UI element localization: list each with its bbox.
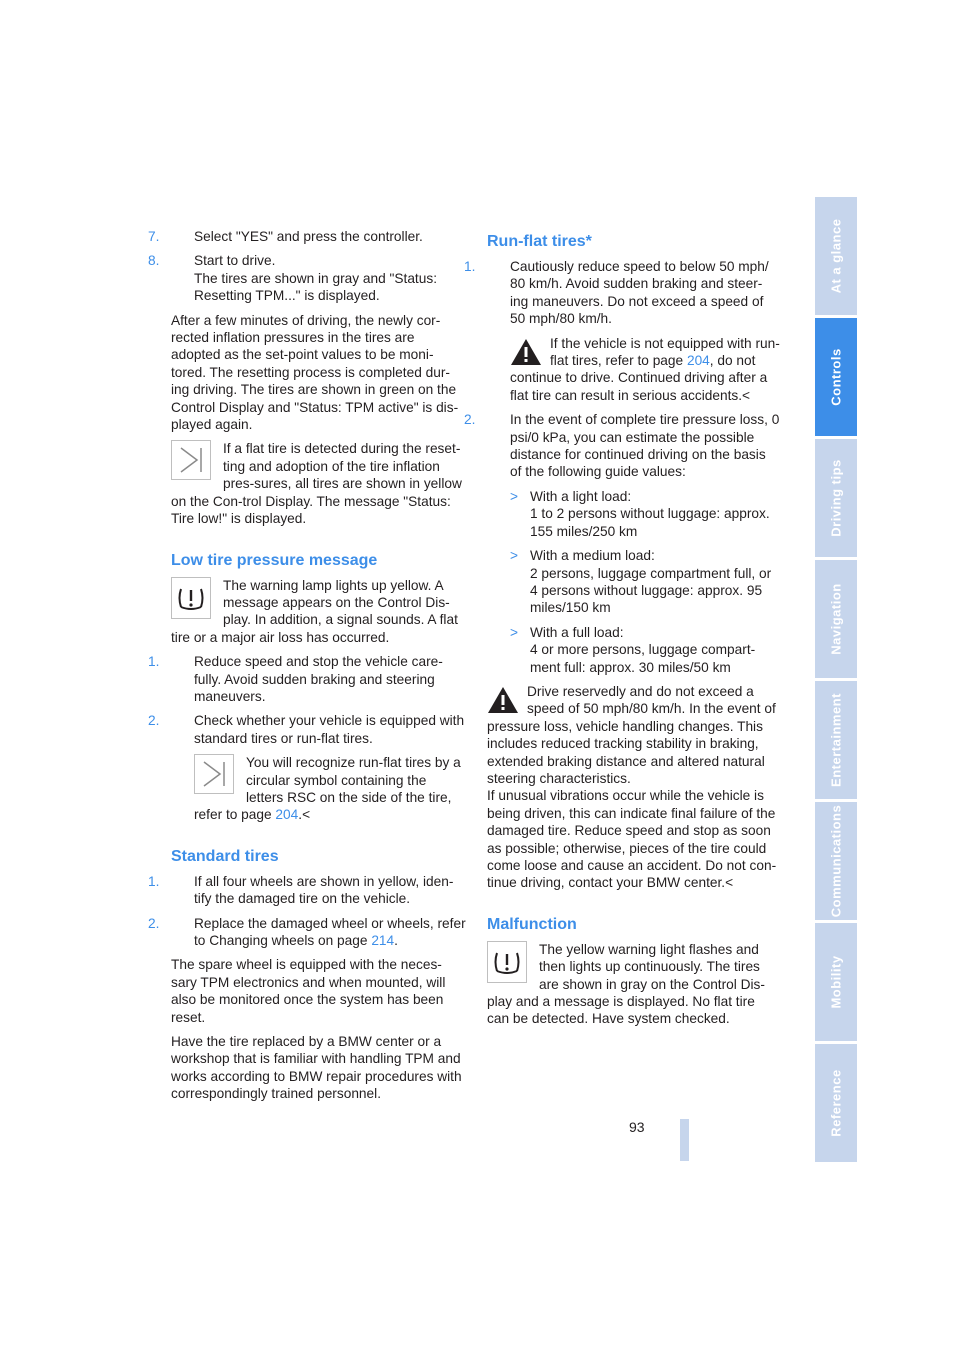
tab-reference[interactable] [815, 1044, 857, 1162]
section-tabs [815, 197, 857, 1165]
left-column [148, 228, 466, 1110]
tab-label: At a glance [828, 218, 844, 294]
load-light: > With a light load: 1 to 2 persons without luggage: approx. 155 miles/250 km [510, 488, 770, 539]
warning-triangle-icon [487, 685, 519, 715]
tire-replace-paragraph: Have the tire replaced by a BMW center or a workshop that is familiar with handling TPM and works according to BMW repair procedures with correspondingly trained personnel. [171, 1034, 462, 1102]
right-column [464, 228, 780, 1035]
page-number: 93 [629, 1119, 645, 1135]
rf-step-2: 2. In the event of complete tire pressure loss, 0 psi/0 kPa, you can estimate the possible distance for continued driving on the basis of the following guide values: [464, 412, 780, 480]
std-step-2: 2. Replace the damaged wheel or wheels, refer to Changing wheels on page 214. [148, 915, 466, 948]
tab-controls[interactable] [815, 318, 857, 436]
tab-label: Driving tips [828, 459, 844, 537]
tab-label: Communications [828, 804, 844, 918]
heading-standard-tires: Standard tires [171, 847, 279, 865]
tab-mobility[interactable] [815, 923, 857, 1041]
heading-malfunction: Malfunction [487, 915, 577, 933]
page-link-204[interactable]: 204 [686, 353, 710, 369]
reset-paragraph: After a few minutes of driving, the newly cor-rected inflation pressures in the tires are adopted as the set-point values to be moni-tored. The resetting process is completed dur-ing driving. The tires are shown in green on the Control Display and "Status: TPM active" is dis-played again. [171, 312, 459, 433]
tab-driving-tips[interactable] [815, 439, 857, 557]
low-pressure-text: The warning lamp lights up yellow. A message appears on the Control Dis-play. In addition, a signal sounds. A flat tire or a major air loss has occurred. [171, 577, 458, 645]
note-flat-tire-text: If a flat tire is detected during the reset-ting and adoption of the tire inflation pres-sures, all tires are shown in yellow on the Con-trol Display. The message "Status: Tire low!" is displayed. [171, 441, 462, 527]
tab-entertainment[interactable] [815, 681, 857, 799]
page-link-204[interactable]: 204 [275, 807, 299, 823]
malfunction-block [487, 941, 780, 1028]
warning-drive-reservedly [487, 683, 780, 892]
page-link-214[interactable]: 214 [371, 933, 395, 948]
note-arrow-icon [171, 440, 211, 480]
warning-vibration-text: If unusual vibrations occur while the vehicle is being driven, this can indicate final failure of the damaged tire. Reduce speed and stop as soon as possible; otherwise, pieces of the tire could come loose and cause an accident. Do not con-tinue driving, contact your BMW center.< [487, 788, 777, 891]
page-number-bar [680, 1119, 689, 1161]
warning-run-flat [487, 335, 780, 405]
tab-at-a-glance[interactable] [815, 197, 857, 315]
warning-drive-text: Drive reservedly and do not exceed a speed of 50 mph/80 km/h. In the event of pressure loss, vehicle handling changes. This includes reduced tracking stability in braking, extended braking distance and altered natural steering characteristics. [487, 683, 776, 786]
tab-navigation[interactable] [815, 560, 857, 678]
tab-label: Reference [828, 1069, 844, 1137]
tire-warning-icon [487, 941, 527, 983]
tab-label: Entertainment [828, 693, 844, 787]
heading-low-tire-pressure: Low tire pressure message [171, 551, 378, 569]
std-step-1: 1. If all four wheels are shown in yellow, iden-tify the damaged tire on the vehicle. [148, 873, 454, 907]
note-end-mark: .< [298, 807, 311, 823]
malfunction-text: The yellow warning light flashes and then lights up continuously. The tires are shown in gray on the Control Dis-play and a message is displayed. No flat tire can be detected. Have system checked. [487, 941, 765, 1027]
note-arrow-icon [194, 754, 234, 794]
warning-run-flat-text: If the vehicle is not equipped with run-flat tires, refer to page [550, 335, 780, 369]
tab-communications[interactable] [815, 802, 857, 920]
tab-label: Mobility [828, 955, 844, 1009]
tire-warning-icon [171, 577, 211, 619]
low-pressure-block [171, 577, 466, 647]
step-8-detail: The tires are shown in gray and "Status: Resetting TPM..." is displayed. [194, 270, 437, 304]
step-7: 7. Select "YES" and press the controller. [148, 229, 423, 244]
rf-step-1: 1. Cautiously reduce speed to below 50 mph/ 80 km/h. Avoid sudden braking and steer-ing maneuvers. Do not exceed a speed of 50 mph/80 km/h. [464, 259, 769, 327]
tab-label: Controls [828, 348, 844, 406]
low-step-2: 2. Check whether your vehicle is equipped with standard tires or run-flat tires. [148, 713, 465, 746]
heading-run-flat-tires: Run-flat tires* [487, 233, 592, 250]
note-run-flat-text: You will recognize run-flat tires by a circular symbol containing the letters RSC on the side of the tire, refer to page [194, 755, 461, 823]
note-run-flat [171, 754, 466, 824]
note-flat-tire [171, 440, 466, 527]
tab-label: Navigation [828, 583, 844, 655]
step-8: 8. Start to drive. [148, 253, 276, 269]
spare-wheel-paragraph: The spare wheel is equipped with the neces-sary TPM electronics and when mounted, will also be monitored once the system has been reset. [171, 957, 446, 1025]
warning-triangle-icon [510, 337, 542, 367]
load-medium: > With a medium load: 2 persons, luggage compartment full, or 4 persons without luggage: approx. 95 miles/150 km [510, 548, 772, 616]
warning-run-flat-text-end: , do not continue to drive. Continued driving after a flat tire can result in serious accidents.< [510, 353, 768, 403]
load-full: > With a full load: 4 or more persons, luggage compart-ment full: approx. 30 miles/50 km [510, 624, 756, 675]
low-step-1: 1. Reduce speed and stop the vehicle care-fully. Avoid sudden braking and steering maneuvers. [148, 654, 443, 704]
